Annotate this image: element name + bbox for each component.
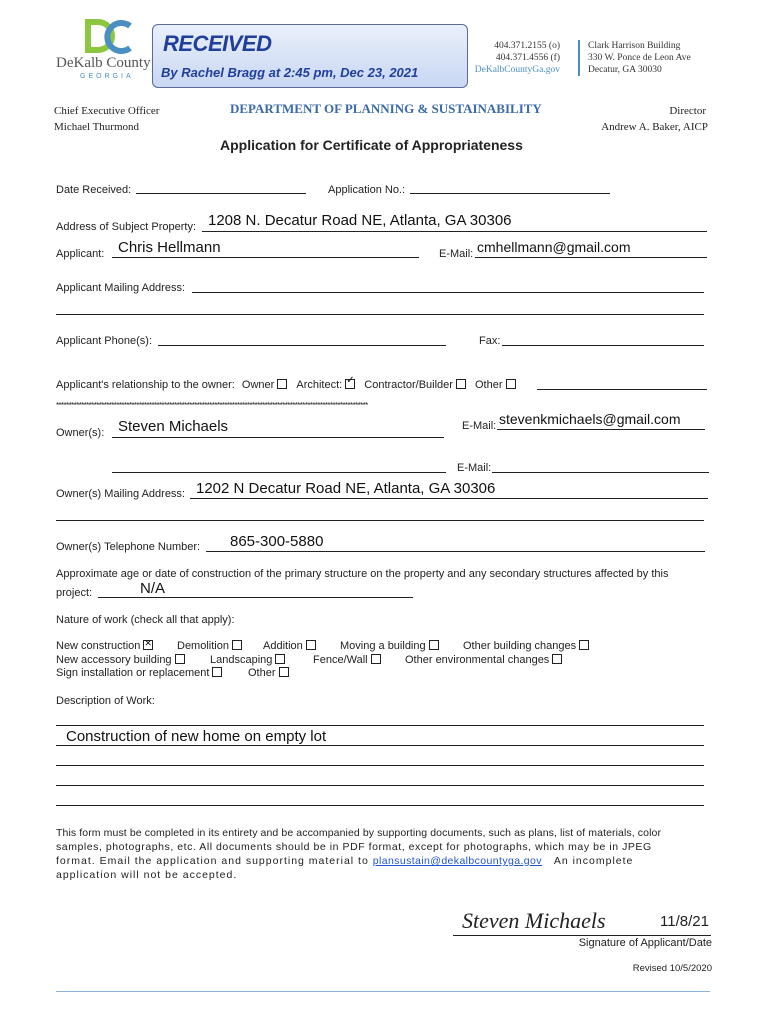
work-accessory[interactable]: New accessory building [56, 654, 185, 666]
applicant-value: Chris Hellmann [118, 239, 221, 256]
application-no-label: Application No.: [328, 184, 406, 196]
description-line-4[interactable] [56, 785, 704, 786]
description-line-5[interactable] [56, 805, 704, 806]
owner-email-value: stevenkmichaels@gmail.com [499, 411, 681, 427]
rel-owner-label: Owner [241, 379, 275, 391]
ceo-name: Michael Thurmond [54, 121, 140, 133]
owner-phone-label: Owner(s) Telephone Number: [56, 541, 201, 553]
demolition-checkbox[interactable] [232, 640, 242, 650]
contact-phones [470, 40, 560, 76]
applicant-mailing-label: Applicant Mailing Address: [56, 282, 186, 294]
description-line-1[interactable] [56, 725, 704, 726]
rel-architect-label: Architect: [296, 379, 343, 391]
website-link[interactable]: DeKalbCountyGa.gov [474, 65, 560, 75]
notice-line-3a: format. Email the application and supporting material to [56, 855, 369, 867]
office-address [588, 40, 691, 76]
owner-mailing-label: Owner(s) Mailing Address: [56, 488, 185, 500]
owner-email-label: E-Mail: [462, 420, 497, 432]
work-demolition[interactable]: Demolition [177, 640, 242, 652]
description-line-2[interactable] [56, 745, 704, 746]
application-no-field[interactable] [410, 193, 610, 194]
work-other-building[interactable]: Other building changes [463, 640, 589, 652]
work-new-construction[interactable]: New construction✕ [56, 640, 153, 652]
applicant-phone-field[interactable] [158, 345, 446, 346]
address-line-1: Clark Harrison Building [588, 41, 681, 51]
owners-value: Steven Michaels [118, 418, 229, 435]
relationship-row [56, 379, 516, 391]
notice-line-1: This form must be completed in its entirety and be accompanied by supporting documents, such as plans, list of materials, color [56, 827, 662, 839]
owners-field-2[interactable] [112, 472, 446, 473]
rel-other-checkbox[interactable] [506, 379, 516, 389]
owner-email-2-field[interactable] [492, 472, 709, 473]
applicant-email-value: cmhellmann@gmail.com [477, 239, 631, 255]
new-construction-checkbox[interactable] [143, 640, 153, 650]
relationship-label: Applicant's relationship to the owner: [56, 379, 235, 391]
notice-email-link[interactable]: plansustain@dekalbcountyga.gov [372, 855, 542, 867]
accessory-checkbox[interactable] [175, 654, 185, 664]
section-separator: **************************************************************************************************************************** [56, 401, 368, 410]
signature: Steven Michaels [462, 908, 606, 933]
age-project-label: project: [56, 587, 93, 599]
stamp-title: RECEIVED [163, 31, 272, 56]
description-value: Construction of new home on empty lot [66, 728, 327, 745]
dc-logo-icon [52, 18, 156, 58]
description-line-3[interactable] [56, 765, 704, 766]
rel-other-field[interactable] [537, 389, 707, 390]
director-title: Director [669, 105, 706, 117]
director-name: Andrew A. Baker, AICP [601, 121, 708, 133]
owner-mailing-value: 1202 N Decatur Road NE, Atlanta, GA 30306 [196, 480, 496, 497]
address-field[interactable] [202, 231, 707, 232]
address-value: 1208 N. Decatur Road NE, Atlanta, GA 30306 [208, 212, 512, 229]
address-line-3: Decatur, GA 30030 [588, 65, 662, 75]
ceo-title: Chief Executive Officer [54, 105, 160, 117]
received-stamp [152, 24, 468, 88]
owner-mailing-field-2[interactable] [56, 520, 704, 521]
owner-email-2-label: E-Mail: [457, 462, 492, 474]
address-label: Address of Subject Property: [56, 221, 197, 233]
age-field[interactable] [98, 597, 413, 598]
rel-contractor-checkbox[interactable] [456, 379, 466, 389]
description-label: Description of Work: [56, 695, 155, 707]
phone-office: 404.371.2155 (o) [494, 41, 560, 51]
applicant-field[interactable] [112, 257, 419, 258]
signature-date: 11/8/21 [660, 913, 709, 930]
logo-name: DeKalb County [56, 55, 151, 71]
applicant-label: Applicant: [56, 248, 105, 260]
revised-date: Revised 10/5/2020 [632, 963, 712, 974]
work-other-env[interactable]: Other environmental changes [405, 654, 562, 666]
footer-divider [56, 991, 710, 992]
moving-checkbox[interactable] [429, 640, 439, 650]
signature-field[interactable] [453, 935, 711, 936]
date-received-field[interactable] [136, 193, 306, 194]
notice-line-4: application will not be accepted. [56, 869, 238, 881]
work-landscaping[interactable]: Landscaping [210, 654, 285, 666]
applicant-email-label: E-Mail: [439, 248, 474, 260]
fax-label: Fax: [479, 335, 501, 347]
notice-line-3b: An incomplete [553, 855, 634, 867]
notice-line-3 [56, 854, 712, 868]
county-logo [52, 18, 156, 80]
owner-mailing-field[interactable] [190, 498, 708, 499]
owner-email-field[interactable] [497, 429, 705, 430]
applicant-mailing-field[interactable] [192, 292, 704, 293]
phone-fax: 404.371.4556 (f) [495, 53, 560, 63]
signature-label: Signature of Applicant/Date [578, 937, 712, 949]
age-question: Approximate age or date of construction of the primary structure on the property and any secondary structures affected by this [56, 568, 669, 580]
landscaping-checkbox[interactable] [275, 654, 285, 664]
logo-state: GEORGIA [80, 73, 134, 80]
addition-checkbox[interactable] [306, 640, 316, 650]
work-sign[interactable]: Sign installation or replacement [56, 667, 222, 679]
sign-checkbox[interactable] [212, 667, 222, 677]
age-value: N/A [140, 580, 166, 597]
work-moving[interactable]: Moving a building [340, 640, 439, 652]
work-other-checkbox[interactable] [279, 667, 289, 677]
work-fence[interactable]: Fence/Wall [313, 654, 381, 666]
owners-label: Owner(s): [56, 427, 105, 439]
fence-checkbox[interactable] [371, 654, 381, 664]
nature-label: Nature of work (check all that apply): [56, 614, 235, 626]
applicant-email-field[interactable] [475, 257, 707, 258]
other-env-checkbox[interactable] [552, 654, 562, 664]
address-line-2: 330 W. Ponce de Leon Ave [588, 53, 691, 63]
header-divider [578, 40, 580, 76]
work-addition[interactable]: Addition [263, 640, 316, 652]
notice-text [56, 826, 712, 882]
applicant-phone-label: Applicant Phone(s): [56, 335, 152, 347]
notice-line-2: samples, photographs, etc. All documents should be in PDF format, except for photographs, which may be in JPEG [56, 841, 652, 853]
work-other[interactable]: Other [248, 667, 289, 679]
rel-other-label: Other [475, 379, 503, 391]
date-received-label: Date Received: [56, 184, 132, 196]
other-building-checkbox[interactable] [579, 640, 589, 650]
rel-owner-checkbox[interactable] [277, 379, 287, 389]
department-name: DEPARTMENT OF PLANNING & SUSTAINABILITY [230, 101, 542, 116]
owner-phone-value: 865-300-5880 [230, 533, 324, 550]
rel-architect-checkbox[interactable] [345, 379, 355, 389]
form-title: Application for Certificate of Appropriateness [220, 137, 523, 153]
applicant-mailing-field-2[interactable] [56, 314, 704, 315]
rel-contractor-label: Contractor/Builder [364, 379, 453, 391]
owner-phone-field[interactable] [206, 551, 705, 552]
fax-field[interactable] [502, 345, 704, 346]
owners-field[interactable] [112, 437, 444, 438]
stamp-subtitle: By Rachel Bragg at 2:45 pm, Dec 23, 2021 [161, 65, 419, 80]
